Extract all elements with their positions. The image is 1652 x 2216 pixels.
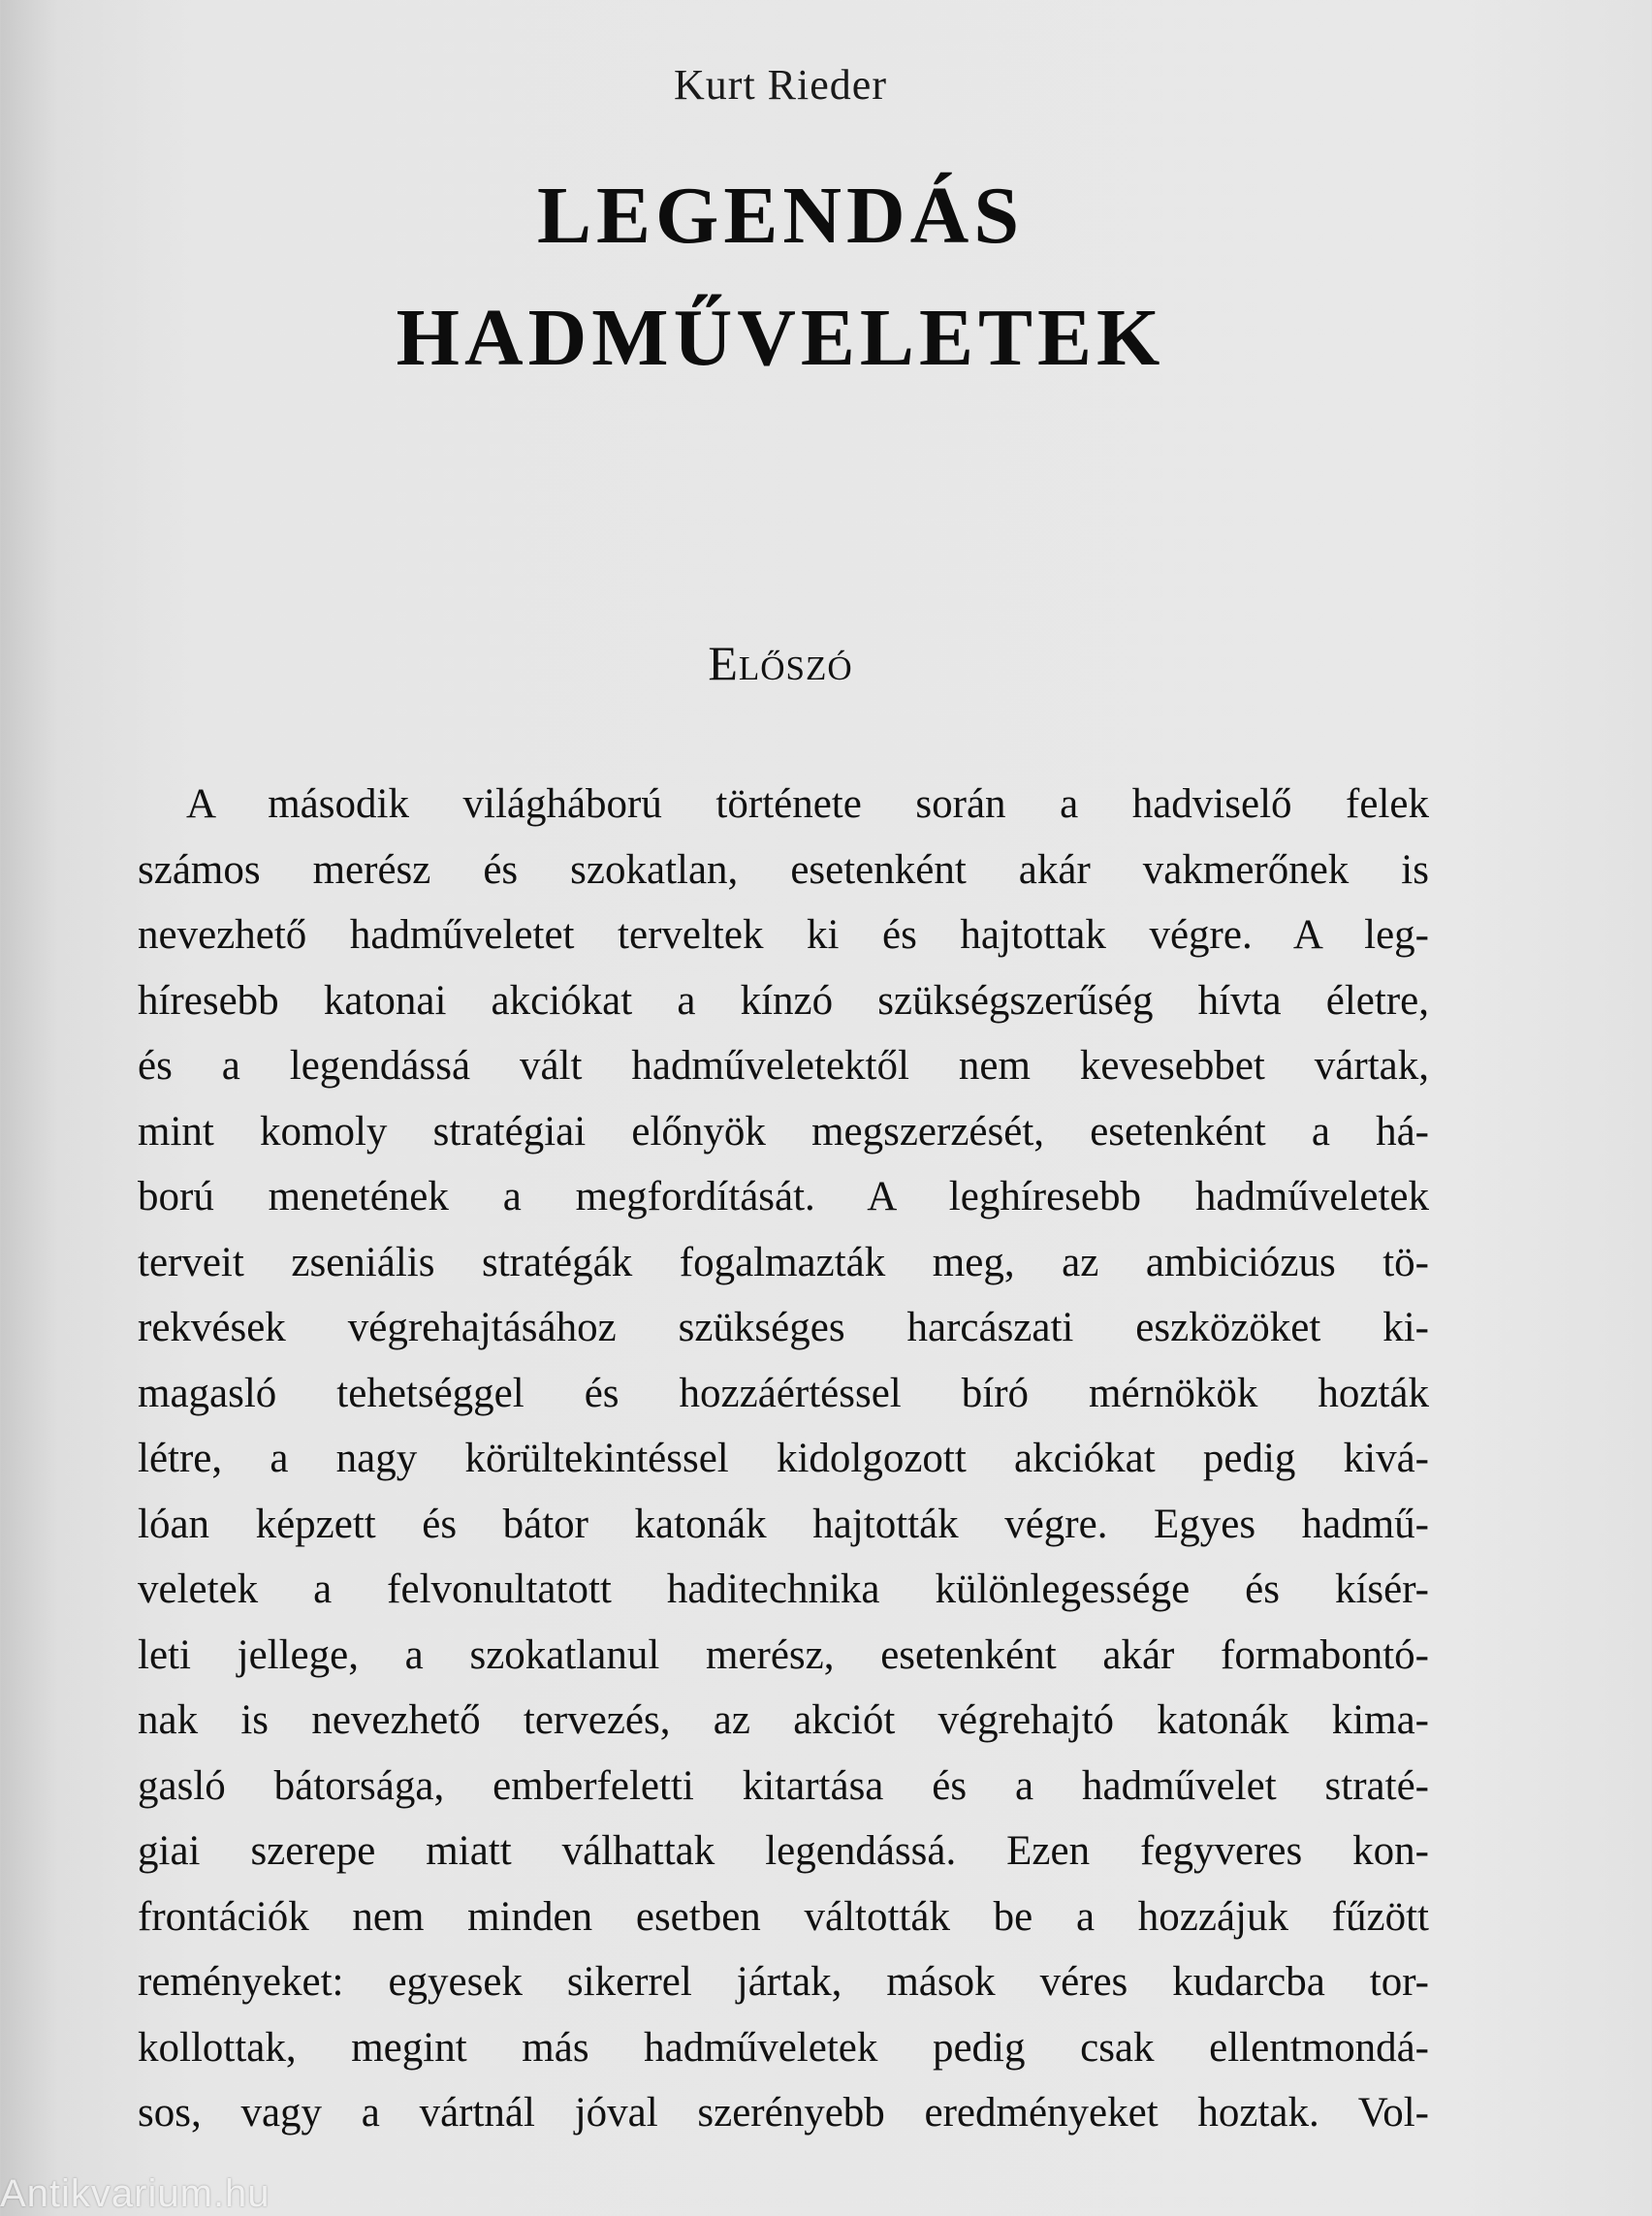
text-line: lóan képzett és bátor katonák hajtották végre. Egyes hadmű- (138, 1501, 1429, 1547)
text-line: nak is nevezhető tervezés, az akciót végrehajtó katonák kima- (138, 1697, 1429, 1743)
text-line: magasló tehetséggel és hozzáértéssel bíró mérnökök hozták (138, 1370, 1429, 1416)
body-text (138, 772, 1429, 2146)
book-title (0, 155, 1561, 399)
author-name: Kurt Rieder (674, 61, 887, 109)
text-line: ború menetének a megfordítását. A leghíresebb hadműveletek (138, 1174, 1429, 1219)
text-line: terveit zseniális stratégák fogalmazták meg, az ambiciózus tö- (138, 1239, 1429, 1285)
text-line: híresebb katonai akciókat a kínzó szükségszerűség hívta életre, (138, 977, 1429, 1024)
section-heading: Előszó (708, 636, 853, 690)
text-line: A második világháború története során a hadviselő felek (186, 781, 1429, 827)
text-line: rekvések végrehajtásához szükséges harcászati eszközöket ki- (138, 1305, 1429, 1350)
text-line: mint komoly stratégiai előnyök megszerzését, esetenként a há- (138, 1108, 1429, 1155)
text-line: létre, a nagy körültekintéssel kidolgozott akciókat pedig kivá- (138, 1436, 1429, 1481)
text-line: sos, vagy a vártnál jóval szerényebb eredményeket hoztak. Vol- (138, 2090, 1429, 2136)
title-line: LEGENDÁS (536, 171, 1025, 261)
text-line: számos merész és szokatlan, esetenként akár vakmerőnek is (138, 846, 1429, 893)
text-line: veletek a felvonultatott haditechnika különlegessége és kísér- (138, 1567, 1429, 1612)
text-line: leti jellege, a szokatlanul merész, esetenként akár formabontó- (138, 1631, 1429, 1678)
title-line: HADMŰVELETEK (396, 293, 1165, 383)
text-line: kollottak, megint más hadműveletek pedig csak ellentmondá- (138, 2024, 1429, 2071)
watermark: Antikvarium.hu (0, 2172, 270, 2215)
text-line: reményeket: egyesek sikerrel jártak, mások véres kudarcba tor- (138, 1959, 1429, 2005)
text-line: nevezhető hadműveletet terveltek ki és hajtottak végre. A leg- (138, 912, 1429, 958)
text-line: gasló bátorsága, emberfeletti kitartása és a hadművelet straté- (138, 1762, 1429, 1809)
text-line: giai szerepe miatt válhattak legendássá. Ezen fegyveres kon- (138, 1828, 1429, 1874)
text-line: és a legendássá vált hadműveletektől nem kevesebbet vártak, (138, 1043, 1429, 1089)
text-line: frontációk nem minden esetben váltották be a hozzájuk fűzött (138, 1893, 1429, 1940)
